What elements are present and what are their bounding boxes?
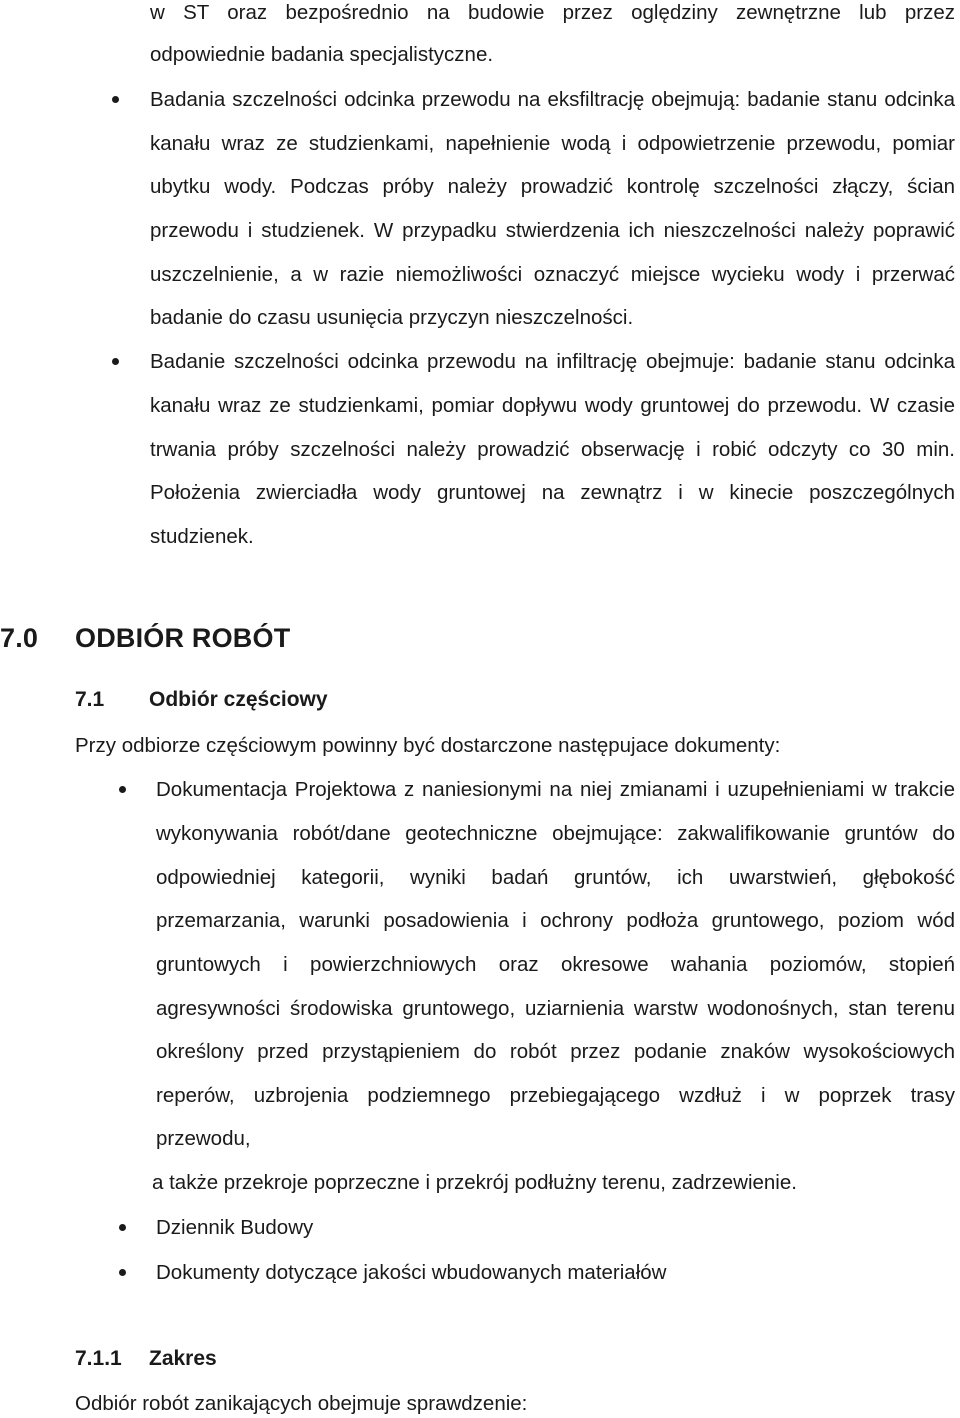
section-7-1-number: 7.1 xyxy=(75,688,105,711)
bullet-dot xyxy=(112,96,119,103)
bullet-dot xyxy=(112,358,119,365)
bullet-2-line-1: Badanie szczelności odcinka przewodu na infiltrację obejmuje: badanie stanu odcinka xyxy=(150,350,955,373)
intro-line-2: odpowiednie badania specjalistyczne. xyxy=(150,43,494,66)
doc-bullet-line-1: Dokumentacja Projektowa z naniesionymi na niej zmianami i uzupełnieniami w trakcie xyxy=(156,778,955,801)
section-7-1-intro: Przy odbiorze częściowym powinny być dostarczone następujace dokumenty: xyxy=(75,734,781,757)
section-7-1-1-intro: Odbiór robót zanikających obejmuje sprawdzenie: xyxy=(75,1392,528,1415)
section-7-1-continuation: a także przekroje poprzeczne i przekrój podłużny terenu, zadrzewienie. xyxy=(152,1171,797,1194)
bullet-1-line-3: ubytku wody. Podczas próby należy prowadzić kontrolę szczelności złączy, ścian xyxy=(150,175,955,198)
doc-bullet-line-7: określony przed przystąpieniem do robót przez podanie znaków wysokościowych xyxy=(156,1040,955,1063)
bullet-1-line-6: badanie do czasu usunięcia przyczyn nieszczelności. xyxy=(150,306,634,329)
bullet-2-line-3: trwania próby szczelności należy prowadzić obserwację i robić odczyty co 30 min. xyxy=(150,438,955,461)
bullet-1-line-4: przewodu i studzienek. W przypadku stwierdzenia ich nieszczelności należy poprawić xyxy=(150,219,955,242)
section-7-number: 7.0 xyxy=(0,623,39,653)
bullet-dot xyxy=(119,1269,126,1276)
section-7-1-1-number: 7.1.1 xyxy=(75,1347,122,1370)
bullet-2-line-2: kanału wraz ze studzienkami, pomiar dopływu wody gruntowej do przewodu. W czasie xyxy=(150,394,955,417)
bullet-1-line-1: Badania szczelności odcinka przewodu na eksfiltrację obejmują: badanie stanu odcinka xyxy=(150,88,955,111)
bullet-dziennik-budowy: Dziennik Budowy xyxy=(156,1216,314,1239)
bullet-2-line-4: Położenia zwierciadła wody gruntowej na zewnątrz i w kinecie poszczególnych xyxy=(150,481,955,504)
bullet-2-line-5: studzienek. xyxy=(150,525,254,548)
bullet-1-line-5: uszczelnienie, a w razie niemożliwości oznaczyć miejsce wycieku wody i przerwać xyxy=(150,263,955,286)
bullet-dot xyxy=(119,1224,126,1231)
doc-bullet-line-8: reperów, uzbrojenia podziemnego przebiegającego wzdłuż i w poprzek trasy xyxy=(156,1084,955,1107)
doc-bullet-line-3: odpowiedniej kategorii, wyniki badań gruntów, ich uwarstwień, głębokość xyxy=(156,866,955,889)
doc-bullet-line-4: przemarzania, warunki posadowienia i ochrony podłoża gruntowego, poziom wód xyxy=(156,909,955,932)
bullet-1-line-2: kanału wraz ze studzienkami, napełnienie wodą i odpowietrzenie przewodu, pomiar xyxy=(150,132,955,155)
section-7-1-title: Odbiór częściowy xyxy=(149,688,328,711)
doc-bullet-line-9: przewodu, xyxy=(156,1127,251,1150)
section-7-title: ODBIÓR ROBÓT xyxy=(75,623,291,653)
intro-line-1: w ST oraz bezpośrednio na budowie przez oględziny zewnętrzne lub przez xyxy=(150,1,955,24)
bullet-dokumenty-jakosci: Dokumenty dotyczące jakości wbudowanych materiałów xyxy=(156,1261,667,1284)
section-7-1-1-title: Zakres xyxy=(149,1347,217,1370)
doc-bullet-line-2: wykonywania robót/dane geotechniczne obejmujące: zakwalifikowanie gruntów do xyxy=(156,822,955,845)
bullet-dot xyxy=(119,786,126,793)
doc-bullet-line-6: agresywności środowiska gruntowego, uziarnienia warstw wodonośnych, stan terenu xyxy=(156,997,955,1020)
doc-bullet-line-5: gruntowych i powierzchniowych oraz okresowe wahania poziomów, stopień xyxy=(156,953,955,976)
